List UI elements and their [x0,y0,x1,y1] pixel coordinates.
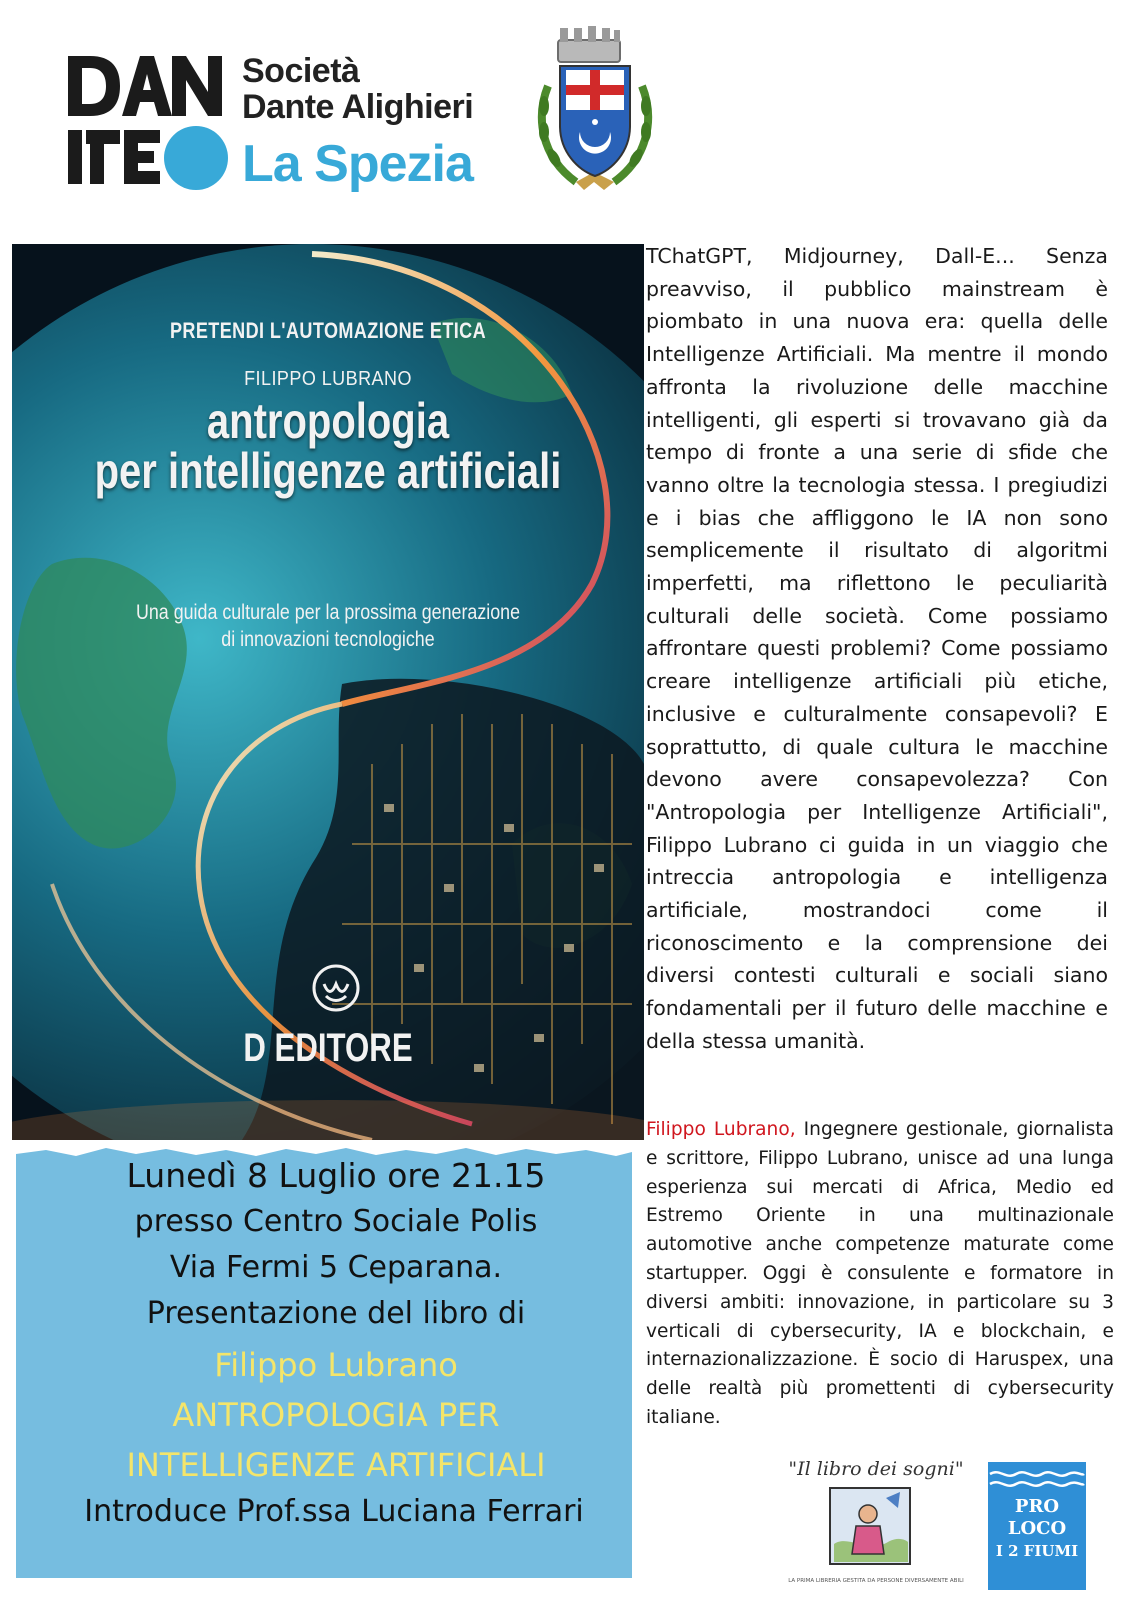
event-presentation-label: Presentazione del libro di [146,1296,526,1331]
pro-loco-line1: PRO [1014,1496,1060,1517]
dreamer-illustration-icon [828,1484,914,1572]
cover-tagline: PRETENDI L'AUTOMAZIONE ETICA [169,318,487,343]
libro-dei-sogni-logo [776,1458,976,1593]
event-book-title-line2: INTELLIGENZE ARTIFICIALI [126,1446,546,1484]
cover-title-line1: antropologia [206,393,450,449]
cover-publisher: D EDITORE [243,1026,413,1070]
cover-author: FILIPPO LUBRANO [244,368,412,390]
cover-title-line2: per intelligenze artificiali [94,443,562,499]
society-name-line1: Società [242,52,360,90]
event-author: Filippo Lubrano [214,1346,458,1384]
event-introducer: Introduce Prof.ssa Luciana Ferrari [84,1494,584,1529]
society-city: La Spezia [242,135,473,193]
author-bio-text: Ingegnere gestionale, giornalista e scrittore, Filippo Lubrano, unisce ad una lunga esperienza sui mercati di Africa, Medio ed Estremo Oriente in una multinazionale automotive anche competenze maturate come startupper. Oggi è consulente e formatore in diversi ambiti: innovazione, in particolare su 3 verticali di cybersecurity, IA e blockchain, e internazionalizzazione. È socio di Haruspex, una delle realtà più promettenti di cybersecurity italiane. [646,1119,1114,1428]
libro-dei-sogni-title: "Il libro dei sogni" [788,1458,964,1480]
pro-loco-logo [988,1462,1086,1590]
waves-icon [988,1466,1086,1492]
cover-subtitle-line1: Una guida culturale per la prossima generazione [135,601,521,624]
publisher-logo-icon [310,962,362,1014]
event-address: Via Fermi 5 Ceparana. [169,1250,503,1285]
libro-dei-sogni-caption: LA PRIMA LIBRERIA GESTITA DA PERSONE DIVERSAMENTE ABILI [788,1578,964,1584]
society-name-line2: Dante Alighieri [242,88,474,126]
cover-subtitle-line2: di innovazioni tecnologiche [221,628,435,651]
event-info-box [16,1146,632,1578]
municipal-crest-icon [530,26,660,196]
book-cover [12,244,644,1140]
book-description: TChatGPT, Midjourney, Dall-E... Senza preavviso, il pubblico mainstream è piombato in una nuova era: quella delle Intelligenze Artificiali. Ma mentre il mondo affronta la rivoluzione delle macchine intelligenti, gli esperti si trovavano già da tempo di fronte a una serie di sfide che vanno oltre la tecnologia stessa. I pregiudizi e i bias che affliggono le IA non sono semplicemente il risultato di algoritmi imperfetti, ma riflettono le peculiarità culturali delle società. Come possiamo affrontare questi problemi? Come possiamo creare intelligenze artificiali più etiche, inclusive e culturalmente consapevoli? E soprattutto, di quale cultura le macchine devono avere consapevolezza? Con "Antropologia per Intelligenze Artificiali", Filippo Lubrano ci guida in un viaggio che intreccia antropologia e intelligenza artificiale, mostrandoci come il riconoscimento e la comprensione dei diversi contesti culturali e sociali siano fondamentali per il futuro delle macchine e della stessa umanità. [646,244,1108,1053]
author-bio-name: Filippo Lubrano, [646,1119,796,1140]
event-venue: presso Centro Sociale Polis [134,1204,538,1239]
pro-loco-line3: I 2 FIUMI [995,1542,1079,1560]
dante-logo [68,50,228,190]
pro-loco-line2: LOCO [1007,1518,1067,1539]
author-bio [646,1116,1114,1433]
event-book-title-line1: ANTROPOLOGIA PER [172,1396,500,1434]
event-date-time: Lunedì 8 Luglio ore 21.15 [126,1156,546,1195]
